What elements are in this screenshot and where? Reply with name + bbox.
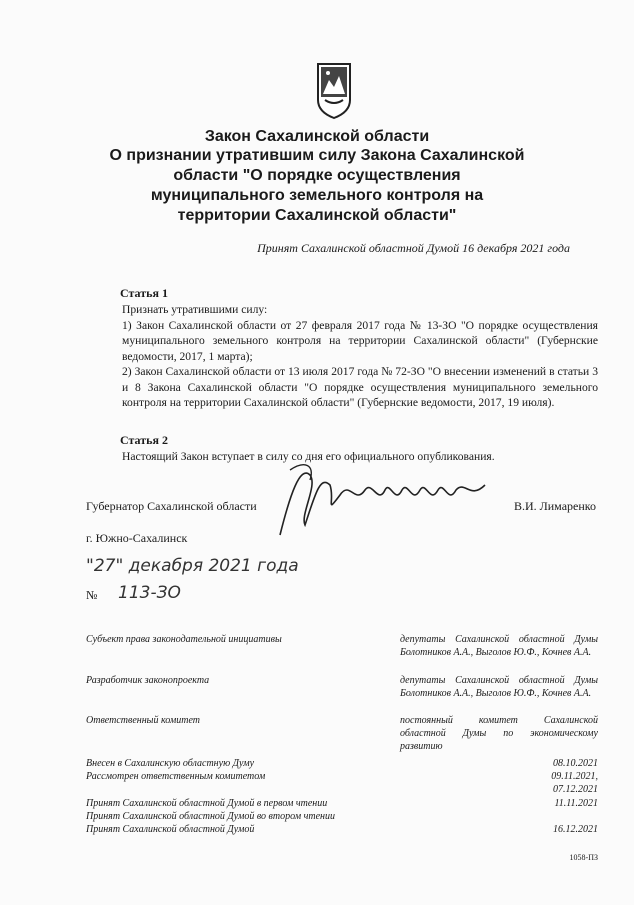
article-1-intro: Признать утратившими силу: xyxy=(122,303,268,316)
article-1-item-2: 2) Закон Сахалинской области от 13 июля 2017 года № 72-ЗО "О внесении изменений в статьи 3 и 8 Закона Сахалинской области "О порядке осуществления муниципального земельного контроля на территории Сахалинской области" (Губернские ведомости, 2017, 19 июля). xyxy=(122,365,598,409)
number-label: № xyxy=(86,588,98,602)
coat-of-arms-icon xyxy=(315,60,353,120)
reviewed-label: Рассмотрен ответственным комитетом xyxy=(86,771,266,782)
adoption-note: Принят Сахалинской областной Думой 16 декабря 2021 года xyxy=(257,241,570,255)
introduced-date: 08.10.2021 xyxy=(553,758,598,769)
subject-value: депутаты Сахалинской областной Думы Болотников А.А., Выголов Ю.Ф., Кочнев А.А. xyxy=(400,634,598,658)
article-1-item-1: 1) Закон Сахалинской области от 27 февраля 2017 года № 13-ЗО "О порядке осуществления муниципального земельного контроля на территории Сахалинской области" (Губернские ведомости, 2017, 1 марта); xyxy=(122,318,598,363)
governor-name: В.И. Лимаренко xyxy=(513,499,596,513)
committee-value: постоянный комитет Сахалинской областной Думы по экономическому развитию xyxy=(400,715,598,752)
final-adoption-date: 16.12.2021 xyxy=(553,824,598,835)
handwritten-date: "27" декабря 2021 года xyxy=(86,556,299,576)
law-title-line: области "О порядке осуществления xyxy=(173,167,461,184)
article-1-heading: Статья 1 xyxy=(120,286,168,300)
reviewed-date-1: 09.11.2021, xyxy=(551,771,598,782)
second-reading-label: Принят Сахалинской областной Думой во втором чтении xyxy=(86,811,336,822)
developer-value: депутаты Сахалинской областной Думы Болотников А.А., Выголов Ю.Ф., Кочнев А.А. xyxy=(400,675,598,699)
law-title-line: муниципального земельного контроля на xyxy=(150,187,484,204)
law-title xyxy=(60,146,574,226)
introduced-label: Внесен в Сахалинскую областную Думу xyxy=(86,758,255,769)
reviewed-date-2: 07.12.2021 xyxy=(553,784,598,795)
governor-signature xyxy=(260,455,500,540)
developer-label: Разработчик законопроекта xyxy=(86,675,210,686)
law-title-line: территории Сахалинской области" xyxy=(177,207,457,224)
governor-label: Губернатор Сахалинской области xyxy=(86,499,257,513)
article-1-body xyxy=(86,302,598,411)
first-reading-label: Принят Сахалинской областной Думой в первом чтении xyxy=(86,798,328,809)
law-title-line: О признании утратившим силу Закона Сахалинской xyxy=(109,147,525,164)
article-2-text: Настоящий Закон вступает в силу со дня его официального опубликования. xyxy=(122,450,495,463)
handwritten-number: 113-ЗО xyxy=(118,583,181,603)
committee-label: Ответственный комитет xyxy=(86,715,200,726)
article-2-heading: Статья 2 xyxy=(120,433,168,447)
document-code: 1058-ПЗ xyxy=(569,853,598,862)
subject-label: Субъект права законодательной инициативы xyxy=(86,634,282,645)
document-title: Закон Сахалинской области xyxy=(204,128,430,145)
first-reading-date: 11.11.2021 xyxy=(554,798,598,809)
final-adoption-label: Принят Сахалинской областной Думой xyxy=(86,824,255,835)
city: г. Южно-Сахалинск xyxy=(86,531,188,545)
